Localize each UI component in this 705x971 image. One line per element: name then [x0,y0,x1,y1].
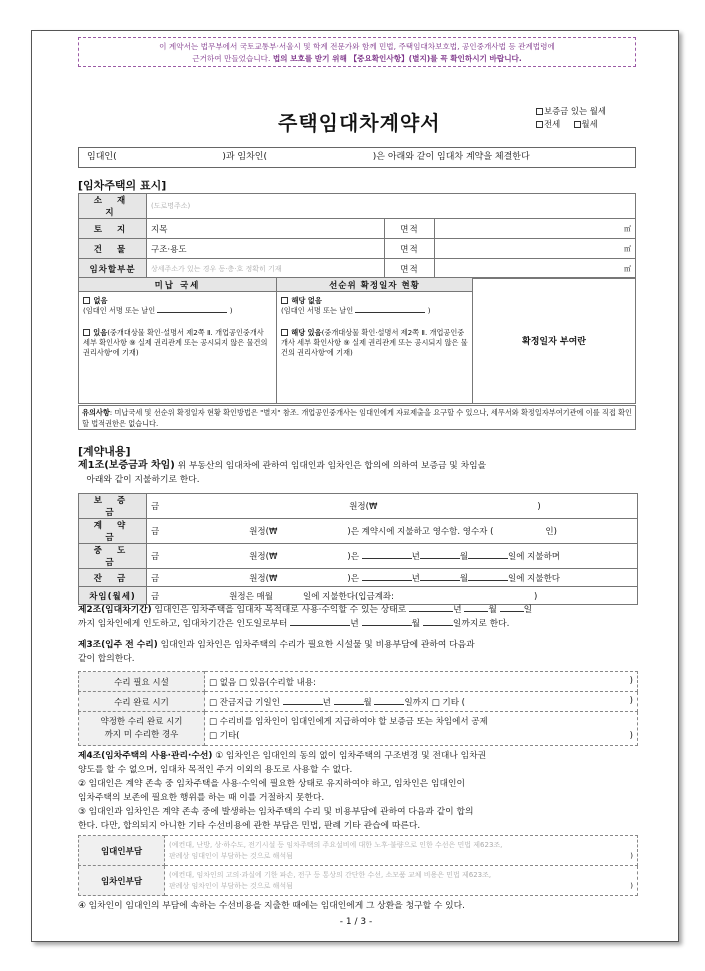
payment-table [78,493,638,605]
section-property-title: [임차주택의 표시] [78,179,167,192]
priority-date-header: 선순위 확정일자 현황 [277,278,473,292]
payment-row-balance: 잔 금 금 원정(₩ )은 년 월 일에 지불한다 [79,569,638,587]
article1: 제1조(보증금과 차임) 위 부동산의 임대차에 관하여 임대인과 임차인은 합의에 의하여 보증금 및 차임을 아래와 같이 지불하기로 한다. [78,460,487,485]
checkbox-icon[interactable] [574,121,581,128]
tax-status-table [78,277,636,404]
notice-line2b: 법의 보호를 받기 위해 【중요확인사항】(별지)를 꼭 확인하시기 바랍니다. [272,54,522,63]
page-title: 주택임대차계약서 [278,111,441,135]
type-option-monthly[interactable]: 월세 [574,119,598,129]
priority-date-cell: 해당 없음 (임대인 서명 또는 날인 ) 해당 있음(중개대상물 확인·설명서 제2쪽 Ⅱ. 개업공인중개사 세부 확인사항 ⑨ 실제 권리관계 또는 공시되지 않은 물건의 권리사항'에 기재) [277,292,473,404]
building-structure-field[interactable]: 구조·용도 [147,239,385,259]
repair-row-deadline: 수리 완료 시기 □ 잔금지급 기일인 년 월 일까지 □ 기타 ( ) [79,692,638,712]
land-type-field[interactable]: 지목 [147,219,385,239]
contract-page [31,30,679,942]
land-label: 토 지 [79,219,147,239]
leased-part-field[interactable]: 상세주소가 있는 경우 동·층·호 정확히 기재 [147,259,385,279]
unpaid-tax-header: 미납 국세 [79,278,277,292]
leased-area-field[interactable]: ㎡ [435,259,636,279]
building-area-label: 면적 [385,239,435,259]
parties-line [78,147,636,168]
article2: 제2조(임대차기간) 임대인은 임차주택을 임대차 목적대로 사용·수익할 수 있는 상태로 년 월 일 까지 임차인에게 인도하고, 임대차기간은 인도일로부터 년 월 일까지로 한다. [78,605,533,629]
checkbox-icon[interactable] [281,329,288,336]
repair-row-unrepaired: 약정한 수리 완료 시기 까지 미 수리한 경우 □ 수리비를 임차인이 임대인에게 지급하여야 할 보증금 또는 차임에서 공제 □ 기타( ) [79,712,638,746]
unpaid-tax-cell: 없음 (임대인 서명 또는 날인 ) 있음(중개대상물 확인·설명서 제2쪽 Ⅱ. 개업공인중개사 세부 확인사항 ⑨ 실제 권리관계 또는 공시되지 않은 물건의 권리사항'에 기재) [79,292,277,404]
notice-line1: 이 계약서는 법무부에서 국토교통부·서울시 및 학계 전문가와 함께 민법, 주택임대차보호법, 공인중개사법 등 관계법령에 [159,42,555,51]
checkbox-icon[interactable] [83,329,90,336]
property-table [78,193,636,279]
land-area-label: 면적 [385,219,435,239]
notice-box [78,37,636,67]
leased-area-label: 면적 [385,259,435,279]
building-area-field[interactable]: ㎡ [435,239,636,259]
article3: 제3조(입주 전 수리) 임대인과 임차인은 임차주택의 수리가 필요한 시설물 및 비용부담에 관하여 다음과 같이 합의한다. [78,640,475,664]
checkbox-icon[interactable] [83,297,90,304]
section-contract-title: [계약내용] [78,445,131,458]
location-field[interactable]: (도로명주소) [147,194,636,219]
payment-row-deposit: 보 증 금 금 원정(₩ ) [79,494,638,519]
caution-note: 유의사항: 미납국세 및 선순위 확정일자 현황 확인방법은 "별지" 참조. 개업공인중개사는 임대인에게 자료제출을 요구할 수 있으나, 세무서와 확정일자부여기관에 이를 직접 확인할 법적권한은 없습니다. [78,405,636,430]
location-label: 소 재 지 [79,194,147,219]
article4: 제4조(임차주택의 사용·관리·수선) ① 임차인은 임대인의 동의 없이 임차주택의 구조변경 및 전대나 임차권 양도를 할 수 없으며, 임대차 목적인 주거 이외의 용도로 사용할 수 없다. ② 임대인은 계약 존속 중 임차주택을 사용·수익에 필요한 상태로 유지하여야 하고, 임차인은 임대인이 임차주택의 보존에 필요한 행위를 하는 때 이를 거절하지 못한다. ③ 임대인과 임차인은 계약 존속 중에 발생하는 임차주택의 수리 및 비용부담에 관하여 다음과 같이 합의 한다. 다만, 합의되지 아니한 기타 수선비용에 관한 부담은 민법, 판례 기타 관습에 따른다. [78,751,487,831]
confirm-date-area[interactable]: 확정일자 부여란 [473,278,636,404]
notice-line2a: 근거하여 만들었습니다. [192,54,271,63]
payment-row-middle: 중 도 금 금 원정(₩ )은 년 월 일에 지불하며 [79,544,638,569]
burden-row-landlord: 임대인부담 (예컨대, 난방, 상·하수도, 전기시설 등 임차주택의 주요설비에 대한 노후·불량으로 인한 수선은 민법 제623조, 판례상 임대인이 부담하는 것으로 해석됨 ) [79,836,638,866]
type-option-jeonse[interactable]: 전세 [536,119,560,129]
page-number: - 1 / 3 - [339,917,373,927]
tenant-label: )과 임차인( [222,152,268,162]
checkbox-icon[interactable] [536,121,543,128]
payment-row-rent: 차임(월세) 금 원정은 매월 일에 지불한다(입금계좌: ) [79,587,638,605]
burden-table [78,835,638,896]
repair-table [78,671,638,746]
checkbox-icon[interactable] [281,297,288,304]
burden-row-tenant: 임차인부담 (예컨대, 임차인의 고의·과실에 기한 파손, 전구 등 통상의 간단한 수선, 소모품 교체 비용은 민법 제623조, 판례상 임차인이 부담하는 것으로 해석됨 ) [79,866,638,896]
article4-p4: ④ 임차인이 임대인의 부담에 속하는 수선비용을 지출한 때에는 임대인에게 그 상환을 청구할 수 있다. [78,901,465,911]
leased-part-label: 임차할부분 [79,259,147,279]
type-option-deposit-monthly[interactable]: 보증금 있는 월세 [536,105,606,118]
contract-type-checkboxes [536,105,606,131]
repair-row-needed: 수리 필요 시설 □ 없음 □ 있음(수리할 내용: ) [79,672,638,692]
parties-tail: )은 아래와 같이 임대차 계약을 체결한다 [372,152,530,162]
checkbox-icon[interactable] [536,108,543,115]
building-label: 건 물 [79,239,147,259]
land-area-field[interactable]: ㎡ [435,219,636,239]
landlord-label: 임대인( [87,152,117,162]
payment-row-contract: 계 약 금 금 원정(₩ )은 계약시에 지불하고 영수함. 영수자 ( 인) [79,519,638,544]
